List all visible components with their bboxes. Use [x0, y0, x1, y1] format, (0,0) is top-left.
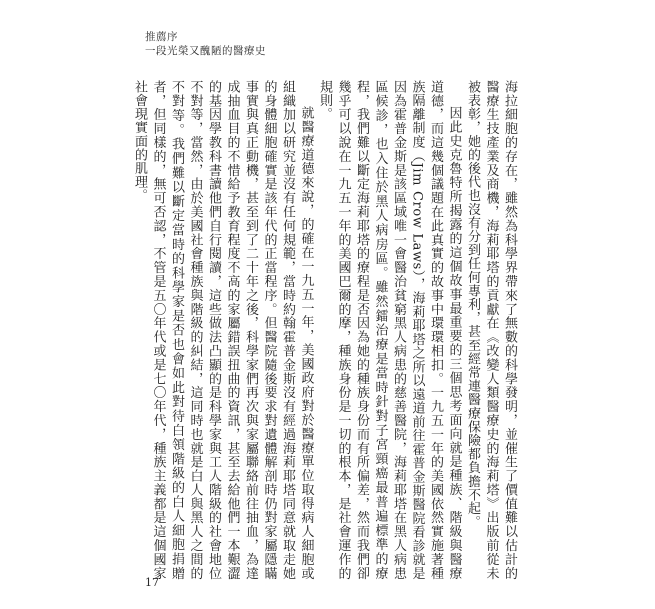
paragraph: 海拉細胞的存在，雖然為科學界帶來了無數的科學發明，並催生了價值難以估計的醫療生技產業及商機，海莉耶塔的貢獻在《改變人類醫療史的海莉塔》出版前從未被表彰，她的後代也沒有分到任何專利，甚至經常連醫療保險都負擔不起。 — [465, 80, 517, 580]
paragraph: 因此史克魯特所揭露的這個故事最重要的三個思考面向就是種族、階級與醫療道德，而這幾個議題在此真實的故事中環環相扣。一九五一年的美國依然實施著種族隔離制度（Jim Crow Laws），海莉耶塔之所以遠道前往霍普金斯醫院看診就是因為霍普金斯是該區域唯一會醫治貧窮黑人病患的慈善醫院，海莉耶塔在黑人病患區候診，也入住於黑人病房區。雖然鐳治療是當時針對子宮頸癌最普遍標準的療程，我們難以斷定海莉耶塔的療程是否因為她的種族身份而有所偏差，然而我們卻幾乎可以說在一九五一年的美國巴爾的摩，種族身份是一切的根本，是社會運作的規則。 — [317, 80, 462, 580]
running-head-subtitle: 一段光榮又醜陋的醫療史 — [145, 45, 266, 57]
vertical-body-text — [130, 80, 519, 580]
running-head-title: 推薦序 — [145, 31, 178, 43]
paragraph: 就醫療道德來說，的確在一九五一年，美國政府對於醫療單位取得病人細胞或組織加以研究並沒有任何規範，當時約翰霍普金斯沒有經過海莉耶塔同意就取走她的身體細胞確實是該年代的正當程序。但醫院隨後要求對遺體解剖時仍對家屬隱瞞事實與真正動機，甚至到了二十年之後，科學家們再次與家屬聯絡前往抽血，為達成抽血目的不惜給予教育程度不高的家屬錯誤扭曲的資訊，甚至去給他們一本艱澀的基因學教科書讀他們自行閱讀，這些做法凸顯的是科學家與工人階級的社會地位不對等，當然，由於美國社會種族與階級的糾結，這同時也就是白人與黑人之間的不對等。我們難以斷定當時的科學家是否也會如此對待白領階級的白人細胞捐贈者，但同樣的，無可否認，不管是五〇年代或是七〇年代，種族主義都是這個國家社會現實面的肌理。 — [132, 80, 314, 580]
running-head — [145, 30, 266, 58]
page-number: 17 — [145, 576, 159, 589]
